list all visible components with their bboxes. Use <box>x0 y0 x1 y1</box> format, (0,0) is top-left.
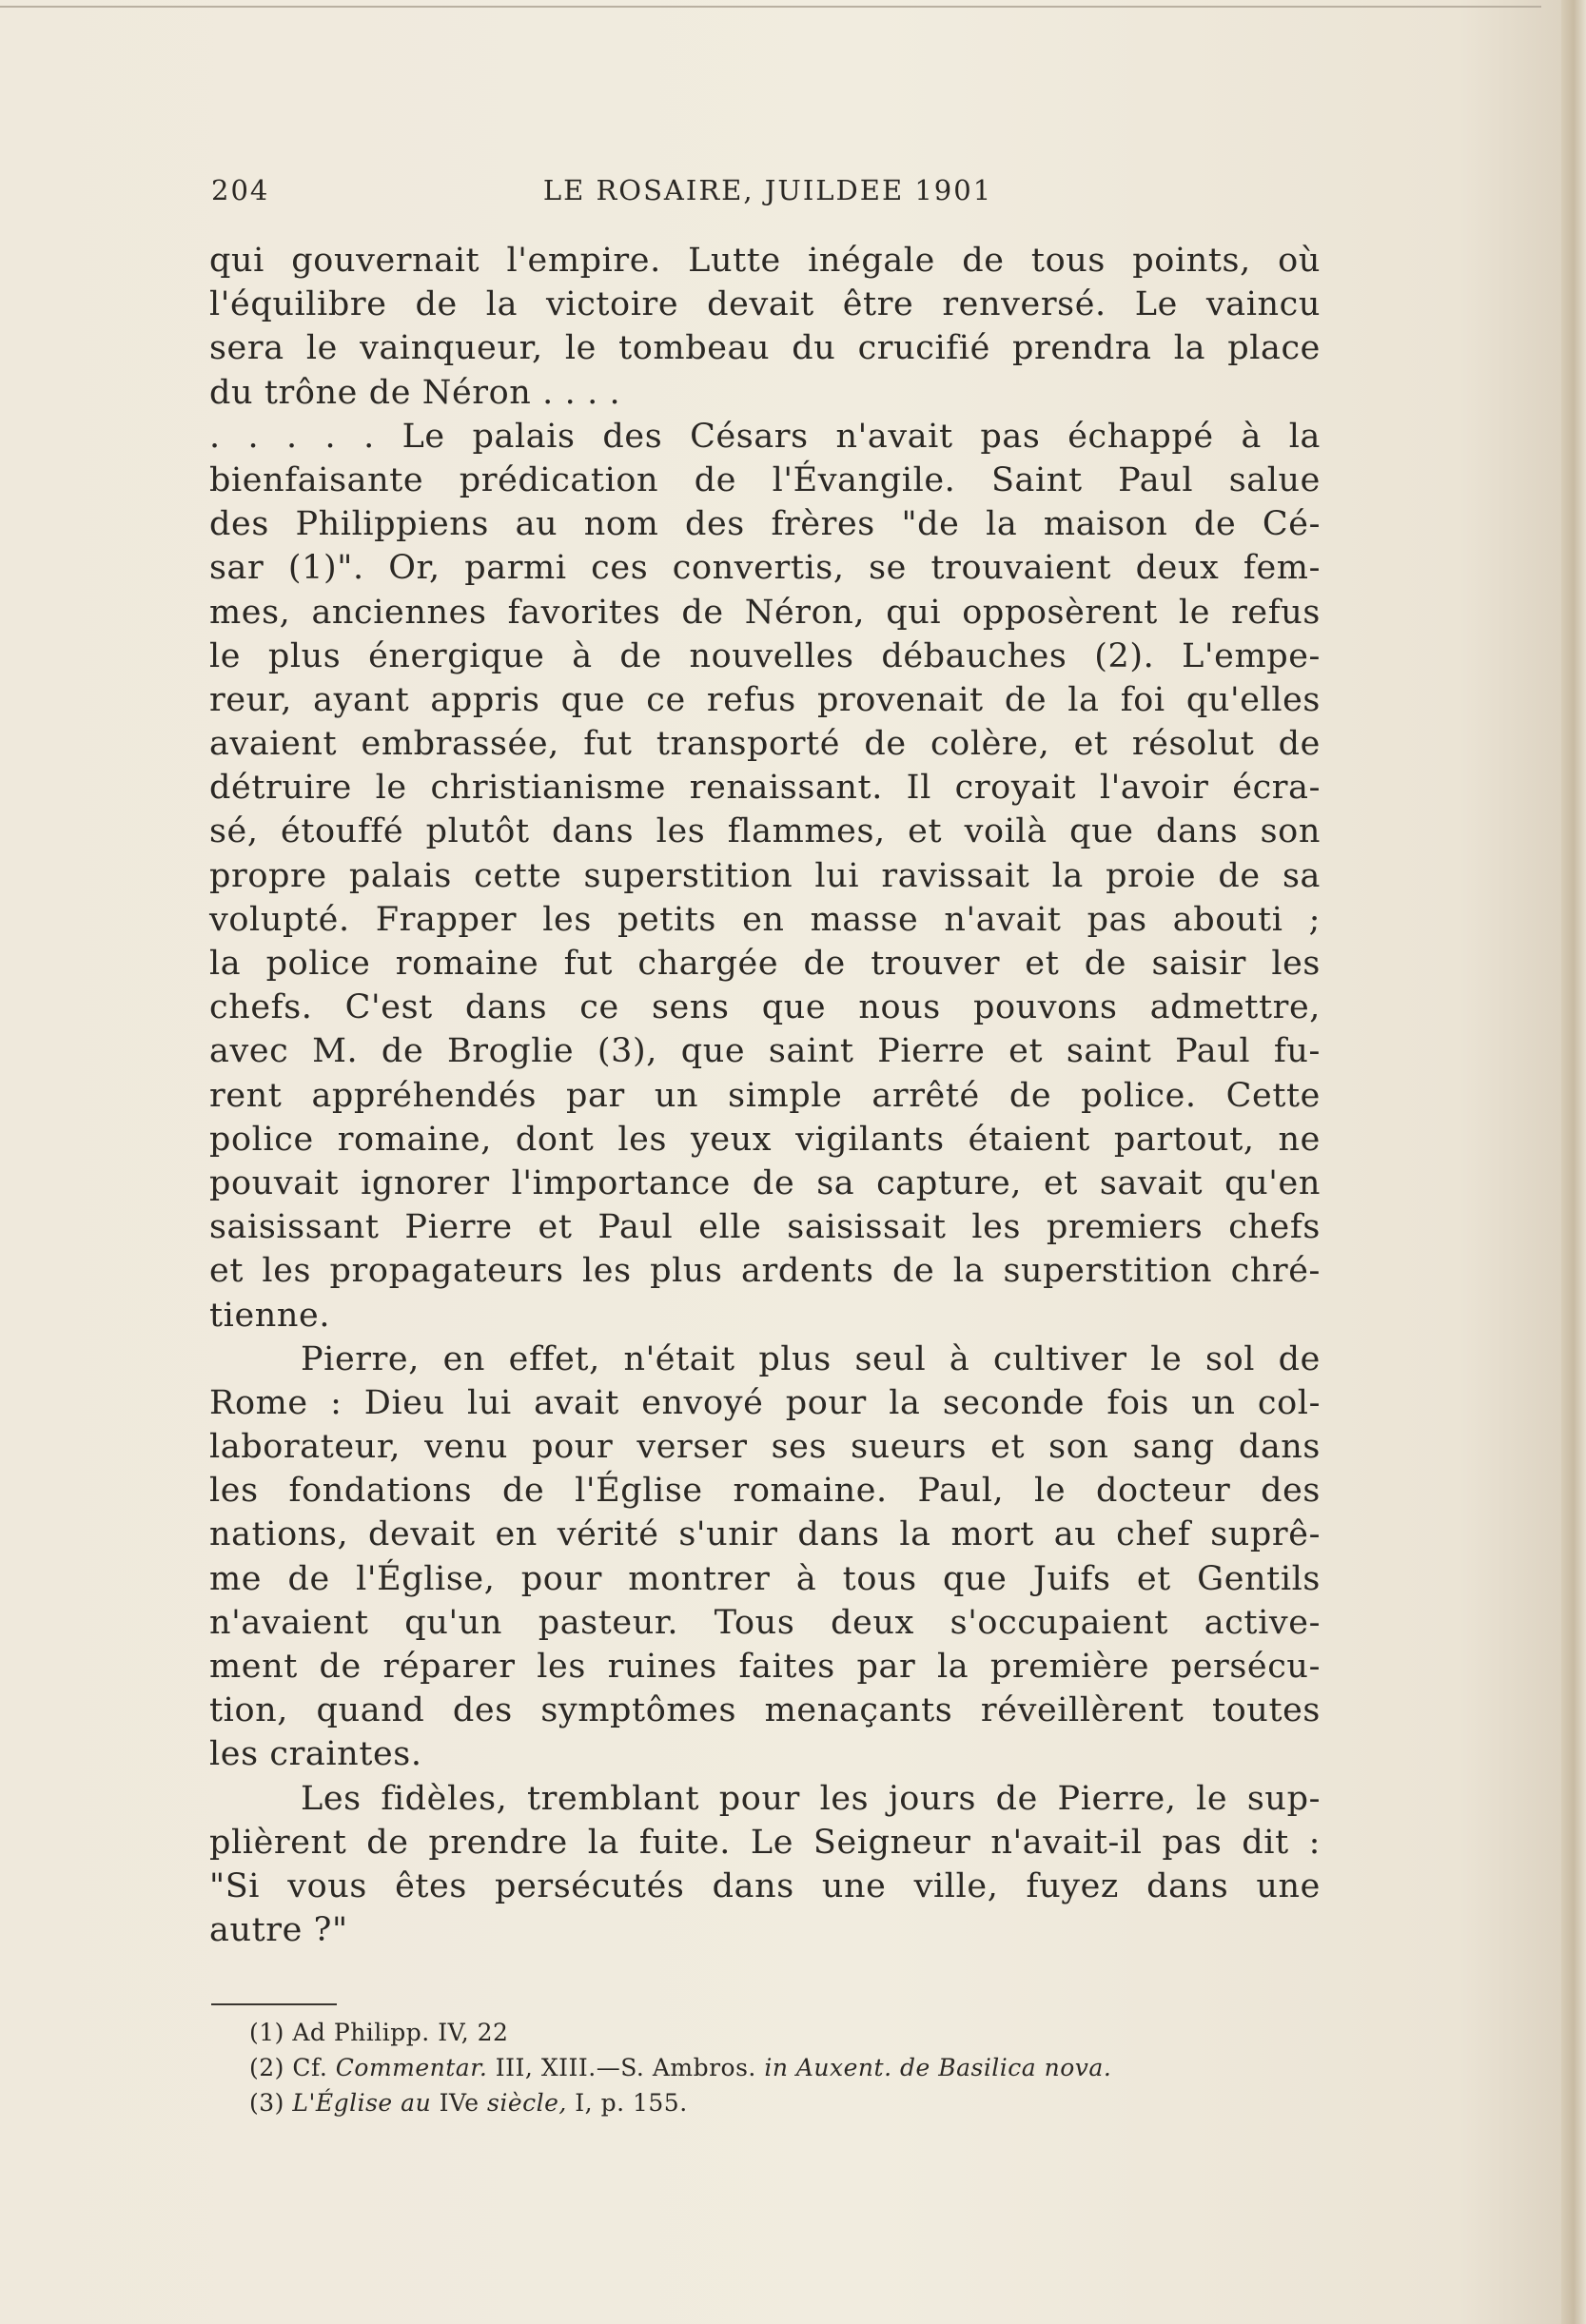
footnote-text: Ad Philipp. IV, 22 <box>292 2019 509 2046</box>
text-line: les fondations de l'Église romaine. Paul, le docteur des <box>209 1472 1321 1511</box>
running-head: LE ROSAIRE, JUILDEE 1901 <box>542 174 993 206</box>
text-line: sar (1)". Or, parmi ces convertis, se trouvaient deux fem- <box>209 549 1321 588</box>
footnote-text: Cf. <box>292 2054 336 2081</box>
footnotes <box>249 2015 1324 2120</box>
footnote-text: L'Église au <box>292 2089 432 2117</box>
paragraph <box>209 415 1321 1338</box>
text-line: Rome : Dieu lui avait envoyé pour la seconde fois un col- <box>209 1383 1321 1422</box>
paragraph <box>209 1338 1321 1777</box>
text-line: avaient embrassée, fut transporté de colère, et résolut de <box>209 725 1321 764</box>
text-line: sé, étouffé plutôt dans les flammes, et voilà que dans son <box>209 812 1321 851</box>
text-line: chefs. C'est dans ce sens que nous pouvons admettre, <box>209 988 1321 1027</box>
paragraph <box>209 1777 1321 1953</box>
footnote <box>249 2085 1324 2120</box>
footnote-text: I, p. 155. <box>566 2089 688 2117</box>
text-line: propre palais cette superstition lui ravissait la proie de sa <box>209 856 1321 895</box>
text-line: l'équilibre de la victoire devait être renversé. Le vaincu <box>209 285 1321 324</box>
text-line: me de l'Église, pour montrer à tous que Juifs et Gentils <box>209 1559 1321 1598</box>
text-line: n'avaient qu'un pasteur. Tous deux s'occupaient active- <box>209 1603 1321 1642</box>
text-line: le plus énergique à de nouvelles débauches (2). L'empe- <box>209 636 1321 675</box>
text-line: laborateur, venu pour verser ses sueurs et son sang dans <box>209 1428 1321 1467</box>
text-line: "Si vous êtes persécutés dans une ville, fuyez dans une <box>209 1866 1321 1905</box>
text-line: reur, ayant appris que ce refus provenait de la foi qu'elles <box>209 680 1321 719</box>
footnote-rule <box>211 2003 337 2005</box>
text-line: saisissant Pierre et Paul elle saisissait les premiers chefs <box>209 1208 1321 1247</box>
footnote-text: siècle, <box>487 2089 567 2117</box>
text-line: tienne. <box>209 1296 331 1335</box>
text-line: pouvait ignorer l'importance de sa capture, et savait qu'en <box>209 1163 1321 1202</box>
text-line: . . . . . Le palais des Césars n'avait pas échappé à la <box>209 417 1321 456</box>
top-rule <box>0 6 1541 8</box>
footnote-mark: (3) <box>249 2089 284 2117</box>
text-line: qui gouvernait l'empire. Lutte inégale de tous points, où <box>209 242 1321 280</box>
page-number: 204 <box>211 174 270 206</box>
paragraph <box>209 239 1321 415</box>
text-line: Pierre, en effet, n'était plus seul à cultiver le sol de <box>301 1339 1321 1378</box>
text-line: avec M. de Broglie (3), que saint Pierre et saint Paul fu- <box>209 1032 1321 1071</box>
text-line: rent appréhendés par un simple arrêté de police. Cette <box>209 1076 1321 1115</box>
footnote-text: in Auxent. de Basilica nova. <box>764 2054 1112 2081</box>
text-line: les craintes. <box>209 1735 422 1774</box>
page-header <box>211 174 1324 218</box>
footnote-text: Commentar. <box>335 2054 488 2081</box>
text-line: Les fidèles, tremblant pour les jours de Pierre, le sup- <box>301 1779 1321 1818</box>
text-line: et les propagateurs les plus ardents de la superstition chré- <box>209 1252 1321 1291</box>
text-line: volupté. Frapper les petits en masse n'avait pas abouti ; <box>209 900 1321 939</box>
footnote-text: IVe <box>431 2089 487 2117</box>
text-line: des Philippiens au nom des frères "de la maison de Cé- <box>209 505 1321 544</box>
footnote-mark: (2) <box>249 2054 284 2081</box>
text-line: police romaine, dont les yeux vigilants étaient partout, ne <box>209 1120 1321 1159</box>
body-text <box>209 239 1321 1952</box>
footnote-text: III, XIII.—S. Ambros. <box>487 2054 765 2081</box>
text-line: autre ?" <box>209 1911 348 1950</box>
page-edge <box>1561 0 1586 2324</box>
text-line: détruire le christianisme renaissant. Il croyait l'avoir écra- <box>209 769 1321 808</box>
text-line: mes, anciennes favorites de Néron, qui opposèrent le refus <box>209 593 1321 632</box>
footnote <box>249 2050 1324 2085</box>
text-line: du trône de Néron . . . . <box>209 373 621 412</box>
text-line: ment de réparer les ruines faites par la première persécu- <box>209 1648 1321 1686</box>
text-line: la police romaine fut chargée de trouver et de saisir les <box>209 945 1321 983</box>
footnote <box>249 2015 1324 2050</box>
text-line: sera le vainqueur, le tombeau du crucifié prendra la place <box>209 329 1321 368</box>
text-line: nations, devait en vérité s'unir dans la mort au chef suprê- <box>209 1515 1321 1554</box>
text-line: tion, quand des symptômes menaçants réveillèrent toutes <box>209 1691 1321 1730</box>
text-line: bienfaisante prédication de l'Évangile. Saint Paul salue <box>209 460 1321 499</box>
footnote-mark: (1) <box>249 2019 284 2046</box>
text-line: plièrent de prendre la fuite. Le Seigneur n'avait-il pas dit : <box>209 1823 1321 1862</box>
